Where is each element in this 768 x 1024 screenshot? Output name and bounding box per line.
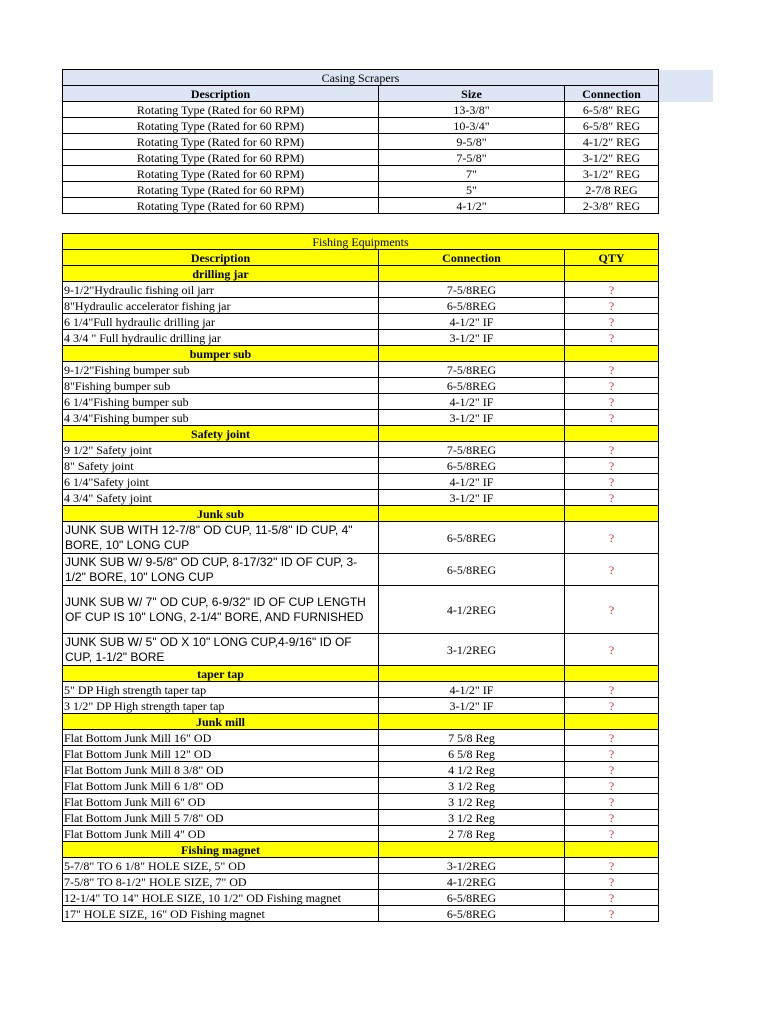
cell-description: Rotating Type (Rated for 60 RPM) (63, 166, 379, 182)
category-empty-cell (565, 506, 659, 522)
cell-qty: ? (565, 378, 659, 394)
category-row (63, 266, 659, 282)
cell-connection: 6-5/8" REG (565, 102, 659, 118)
cell-qty: ? (565, 682, 659, 698)
table-row (63, 394, 659, 410)
cell-connection: 4-1/2REG (379, 874, 565, 890)
table-row (63, 410, 659, 426)
cell-qty: ? (565, 554, 659, 586)
table-row (63, 474, 659, 490)
cell-connection: 4-1/2" IF (379, 474, 565, 490)
category-empty-cell (565, 346, 659, 362)
table-row (63, 182, 659, 198)
cell-description: Flat Bottom Junk Mill 5 7/8" OD (63, 810, 379, 826)
table-row (63, 682, 659, 698)
cell-connection: 4-1/2" IF (379, 394, 565, 410)
cell-connection: 7-5/8REG (379, 362, 565, 378)
cell-connection: 3-1/2REG (379, 634, 565, 666)
table-row (63, 166, 659, 182)
cell-qty: ? (565, 890, 659, 906)
table-row (63, 906, 659, 922)
col-header-description: Description (63, 250, 379, 266)
cell-connection: 4-1/2REG (379, 586, 565, 634)
cell-description: 4 3/4 " Full hydraulic drilling jar (63, 330, 379, 346)
table-row (63, 118, 659, 134)
table-row (63, 102, 659, 118)
cell-qty: ? (565, 746, 659, 762)
cell-connection: 3 1/2 Reg (379, 794, 565, 810)
table-row (63, 810, 659, 826)
table-row (63, 198, 659, 214)
category-row (63, 346, 659, 362)
cell-description: 12-1/4" TO 14" HOLE SIZE, 10 1/2" OD Fishing magnet (63, 890, 379, 906)
cell-description: 6 1/4"Safety joint (63, 474, 379, 490)
category-empty-cell (379, 666, 565, 682)
cell-qty: ? (565, 330, 659, 346)
table-row (63, 378, 659, 394)
cell-connection: 3-1/2" REG (565, 166, 659, 182)
table-row (63, 730, 659, 746)
cell-connection: 3 1/2 Reg (379, 810, 565, 826)
cell-description: JUNK SUB W/ 5" OD X 10" LONG CUP,4-9/16" ID OF CUP, 1-1/2" BORE (63, 634, 379, 666)
category-label: Safety joint (63, 426, 379, 442)
cell-qty: ? (565, 314, 659, 330)
category-empty-cell (565, 666, 659, 682)
category-empty-cell (565, 426, 659, 442)
cell-description: Rotating Type (Rated for 60 RPM) (63, 198, 379, 214)
cell-qty: ? (565, 522, 659, 554)
table-row (63, 858, 659, 874)
cell-qty: ? (565, 394, 659, 410)
cell-qty: ? (565, 874, 659, 890)
casing-table-title: Casing Scrapers (63, 70, 659, 86)
cell-size: 4-1/2" (379, 198, 565, 214)
cell-description: 8"Fishing bumper sub (63, 378, 379, 394)
table-row (63, 554, 659, 586)
cell-qty: ? (565, 586, 659, 634)
cell-size: 9-5/8" (379, 134, 565, 150)
cell-connection: 4-1/2" REG (565, 134, 659, 150)
cell-connection: 3-1/2" IF (379, 490, 565, 506)
cell-description: 3 1/2" DP High strength taper tap (63, 698, 379, 714)
table-row (63, 746, 659, 762)
cell-connection: 6-5/8REG (379, 890, 565, 906)
table-row (63, 794, 659, 810)
table-row (63, 282, 659, 298)
col-header-description: Description (63, 86, 379, 102)
cell-connection: 6-5/8REG (379, 378, 565, 394)
cell-size: 7" (379, 166, 565, 182)
table-row (63, 490, 659, 506)
table-row (63, 698, 659, 714)
cell-connection: 3-1/2REG (379, 858, 565, 874)
category-label: Junk sub (63, 506, 379, 522)
category-empty-cell (379, 714, 565, 730)
cell-connection: 6-5/8" REG (565, 118, 659, 134)
cell-connection: 6-5/8REG (379, 906, 565, 922)
cell-qty: ? (565, 698, 659, 714)
category-empty-cell (379, 266, 565, 282)
table-row (63, 458, 659, 474)
cell-description: 9 1/2" Safety joint (63, 442, 379, 458)
cell-description: Flat Bottom Junk Mill 8 3/8" OD (63, 762, 379, 778)
category-label: Fishing magnet (63, 842, 379, 858)
fishing-table-title: Fishing Equipments (63, 234, 659, 250)
cell-connection: 4 1/2 Reg (379, 762, 565, 778)
cell-connection: 6-5/8REG (379, 298, 565, 314)
table-row (63, 586, 659, 634)
cell-qty: ? (565, 474, 659, 490)
cell-description: 6 1/4"Fishing bumper sub (63, 394, 379, 410)
category-empty-cell (379, 426, 565, 442)
table-row (63, 778, 659, 794)
cell-connection: 4-1/2" IF (379, 682, 565, 698)
category-label: taper tap (63, 666, 379, 682)
cell-description: 9-1/2"Fishing bumper sub (63, 362, 379, 378)
cell-description: 9-1/2"Hydraulic fishing oil jarr (63, 282, 379, 298)
cell-size: 10-3/4" (379, 118, 565, 134)
cell-description: 17" HOLE SIZE, 16" OD Fishing magnet (63, 906, 379, 922)
table-row (63, 826, 659, 842)
cell-connection: 2-3/8" REG (565, 198, 659, 214)
cell-description: 6 1/4"Full hydraulic drilling jar (63, 314, 379, 330)
cell-connection: 2 7/8 Reg (379, 826, 565, 842)
col-header-connection: Connection (379, 250, 565, 266)
cell-connection: 7-5/8REG (379, 442, 565, 458)
cell-qty: ? (565, 298, 659, 314)
category-empty-cell (565, 266, 659, 282)
cell-description: 7-5/8" TO 8-1/2" HOLE SIZE, 7" OD (63, 874, 379, 890)
category-row (63, 426, 659, 442)
cell-connection: 7 5/8 Reg (379, 730, 565, 746)
cell-description: Flat Bottom Junk Mill 6 1/8" OD (63, 778, 379, 794)
cell-description: 5" DP High strength taper tap (63, 682, 379, 698)
category-row (63, 666, 659, 682)
table-row (63, 330, 659, 346)
cell-description: 8" Safety joint (63, 458, 379, 474)
col-header-qty: QTY (565, 250, 659, 266)
cell-qty: ? (565, 906, 659, 922)
cell-qty: ? (565, 810, 659, 826)
cell-description: Flat Bottom Junk Mill 6" OD (63, 794, 379, 810)
cell-connection: 3-1/2" REG (565, 150, 659, 166)
col-header-size: Size (379, 86, 565, 102)
col-header-connection: Connection (565, 86, 659, 102)
cell-connection: 6-5/8REG (379, 458, 565, 474)
cell-connection: 3-1/2" IF (379, 330, 565, 346)
cell-description: Rotating Type (Rated for 60 RPM) (63, 134, 379, 150)
table-row (63, 762, 659, 778)
cell-qty: ? (565, 826, 659, 842)
cell-qty: ? (565, 762, 659, 778)
cell-connection: 3 1/2 Reg (379, 778, 565, 794)
table-row (63, 634, 659, 666)
table-row (63, 134, 659, 150)
cell-qty: ? (565, 362, 659, 378)
cell-size: 13-3/8" (379, 102, 565, 118)
cell-qty: ? (565, 778, 659, 794)
cell-description: 4 3/4"Fishing bumper sub (63, 410, 379, 426)
category-label: drilling jar (63, 266, 379, 282)
cell-description: Flat Bottom Junk Mill 16" OD (63, 730, 379, 746)
cell-qty: ? (565, 458, 659, 474)
category-label: bumper sub (63, 346, 379, 362)
cell-description: 8"Hydraulic accelerator fishing jar (63, 298, 379, 314)
category-empty-cell (379, 346, 565, 362)
category-label: Junk mill (63, 714, 379, 730)
selection-highlight (657, 70, 713, 102)
cell-description: Flat Bottom Junk Mill 4" OD (63, 826, 379, 842)
cell-qty: ? (565, 634, 659, 666)
table-row (63, 150, 659, 166)
cell-qty: ? (565, 730, 659, 746)
cell-connection: 6 5/8 Reg (379, 746, 565, 762)
cell-qty: ? (565, 442, 659, 458)
cell-qty: ? (565, 858, 659, 874)
category-row (63, 714, 659, 730)
category-empty-cell (379, 842, 565, 858)
cell-qty: ? (565, 410, 659, 426)
table-row (63, 442, 659, 458)
table-row (63, 522, 659, 554)
table-row (63, 298, 659, 314)
cell-qty: ? (565, 490, 659, 506)
table-row (63, 890, 659, 906)
cell-size: 5" (379, 182, 565, 198)
cell-connection: 4-1/2" IF (379, 314, 565, 330)
cell-description: JUNK SUB W/ 7" OD CUP, 6-9/32" ID OF CUP LENGTH OF CUP IS 10" LONG, 2-1/4" BORE, AND FURNISHED (63, 586, 379, 634)
cell-description: Rotating Type (Rated for 60 RPM) (63, 102, 379, 118)
category-empty-cell (565, 714, 659, 730)
cell-connection: 2-7/8 REG (565, 182, 659, 198)
cell-connection: 6-5/8REG (379, 522, 565, 554)
category-row (63, 506, 659, 522)
cell-description: JUNK SUB WITH 12-7/8" OD CUP, 11-5/8" ID CUP, 4" BORE, 10" LONG CUP (63, 522, 379, 554)
table-row (63, 362, 659, 378)
table-row (63, 314, 659, 330)
cell-qty: ? (565, 794, 659, 810)
cell-description: 4 3/4" Safety joint (63, 490, 379, 506)
category-row (63, 842, 659, 858)
category-empty-cell (379, 506, 565, 522)
cell-connection: 3-1/2" IF (379, 698, 565, 714)
cell-description: Rotating Type (Rated for 60 RPM) (63, 182, 379, 198)
cell-connection: 7-5/8REG (379, 282, 565, 298)
cell-description: Flat Bottom Junk Mill 12" OD (63, 746, 379, 762)
fishing-equipments-table (62, 233, 659, 922)
table-row (63, 874, 659, 890)
cell-connection: 6-5/8REG (379, 554, 565, 586)
cell-qty: ? (565, 282, 659, 298)
cell-description: 5-7/8" TO 6 1/8" HOLE SIZE, 5" OD (63, 858, 379, 874)
category-empty-cell (565, 842, 659, 858)
cell-description: Rotating Type (Rated for 60 RPM) (63, 150, 379, 166)
cell-description: JUNK SUB W/ 9-5/8" OD CUP, 8-17/32" ID OF CUP, 3-1/2" BORE, 10" LONG CUP (63, 554, 379, 586)
cell-description: Rotating Type (Rated for 60 RPM) (63, 118, 379, 134)
cell-size: 7-5/8" (379, 150, 565, 166)
casing-scrapers-table (62, 69, 659, 214)
cell-connection: 3-1/2" IF (379, 410, 565, 426)
